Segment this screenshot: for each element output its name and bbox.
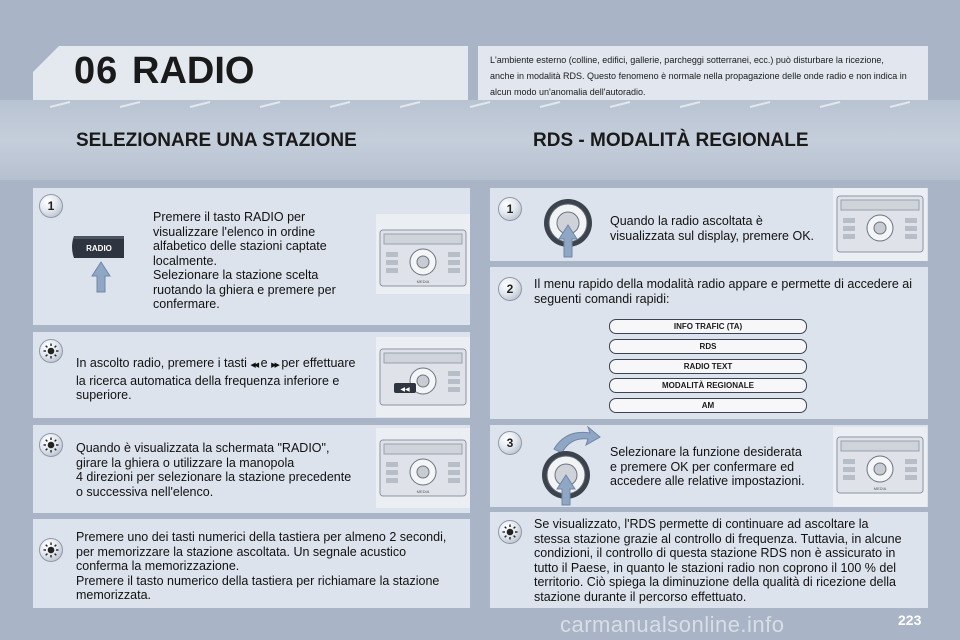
seek-down-icon: ◀◀ <box>250 362 258 369</box>
decorative-dashes <box>30 100 930 110</box>
seek-up-icon: ▶▶ <box>271 362 278 369</box>
radio-button-icon <box>70 228 130 294</box>
radio-button-label: RADIO <box>86 244 112 253</box>
device-panel-icon <box>376 214 470 294</box>
left-section-title: SELEZIONARE UNA STAZIONE <box>76 130 357 151</box>
ok-knob-icon <box>542 195 598 261</box>
device-panel-icon <box>833 427 927 507</box>
menu-item-rds[interactable]: RDS <box>609 339 807 354</box>
right-step3-badge: 3 <box>498 431 522 455</box>
left-tip3-text: Premere uno dei tasti numerici della tastiera per almeno 2 secondi, per memorizzare la stazione ascoltata. Un segnale acustico conferma la memorizzazione. Premere il tasto numerico della tastiera per richiamare la stazione memorizzata. <box>76 530 447 602</box>
tip-icon <box>39 339 63 363</box>
watermark: carmanualsonline.info <box>560 612 785 637</box>
device-image <box>376 337 470 417</box>
left-tip2-text: Quando è visualizzata la schermata "RADIO", girare la ghiera o utilizzare la manopola 4 direzioni per selezionare la stazione precedente o successiva nell'elenco. <box>76 441 352 499</box>
right-step3-text: Selezionare la funzione desiderata e premere OK per confermare ed accedere alle relative impostazioni. <box>610 445 805 488</box>
page-number: 223 <box>898 612 922 628</box>
right-step1-text: Quando la radio ascoltata è visualizzata sul display, premere OK. <box>610 214 815 243</box>
menu-item-modalita-regionale[interactable]: MODALITÀ REGIONALE <box>609 378 807 393</box>
header-note: L'ambiente esterno (colline, edifici, gallerie, parcheggi sotterranei, ecc.) può disturbare la ricezione, anche in modalità RDS. Questo fenomeno è normale nella propagazione delle onde radio e non indica in alcun modo un'anomalia dell'autoradio. <box>490 55 907 97</box>
device-image <box>376 214 470 294</box>
svg-text:◀◀: ◀◀ <box>400 387 410 393</box>
right-step2-text: Il menu rapido della modalità radio appare e permette di accedere ai seguenti comandi rapidi: <box>534 277 913 306</box>
menu-item-radio-text[interactable]: RADIO TEXT <box>609 359 807 374</box>
left-step1-badge: 1 <box>39 194 63 218</box>
menu-item-am[interactable]: AM <box>609 398 807 413</box>
svg-text:MEDIA: MEDIA <box>416 489 430 494</box>
device-panel-icon <box>376 428 470 508</box>
svg-text:MEDIA: MEDIA <box>873 486 887 491</box>
right-step2-badge: 2 <box>498 277 522 301</box>
chapter-number: 06 <box>74 50 119 92</box>
menu-item-info-trafic[interactable]: INFO TRAFIC (TA) <box>609 319 807 334</box>
right-step1-badge: 1 <box>498 197 522 221</box>
device-image <box>833 188 927 261</box>
tip-icon <box>39 538 63 562</box>
device-image <box>833 427 927 507</box>
device-panel-icon <box>376 337 470 417</box>
left-tip1-text: In ascolto radio, premere i tasti ◀◀ e ▶▶ per effettuare la ricerca automatica della frequenza inferiore e superiore. <box>76 356 356 402</box>
svg-text:MEDIA: MEDIA <box>416 279 430 284</box>
chapter-title: RADIO <box>132 50 255 92</box>
right-section-title: RDS - MODALITÀ REGIONALE <box>533 130 809 151</box>
rotate-knob-icon <box>536 425 602 507</box>
tip-icon <box>498 520 522 544</box>
right-tip-text: Se visualizzato, l'RDS permette di continuare ad ascoltare la stessa stazione grazie al controllo di frequenza. Tuttavia, in alcune condizioni, il controllo di questa stazione RDS non è assicurato in tutto il Paese, in quanto le stazioni radio non coprono il 100 % del territorio. Ciò spiega la diminuzione della qualità di ricezione della stazione durante il percorso effettuato. <box>534 517 902 604</box>
device-image <box>376 428 470 508</box>
tip-icon <box>39 433 63 457</box>
device-panel-icon <box>833 188 927 261</box>
left-step1-text: Premere il tasto RADIO per visualizzare l'elenco in ordine alfabetico delle stazioni captate localmente. Selezionare la stazione scelta ruotando la ghiera e premere per confermare. <box>153 210 336 311</box>
